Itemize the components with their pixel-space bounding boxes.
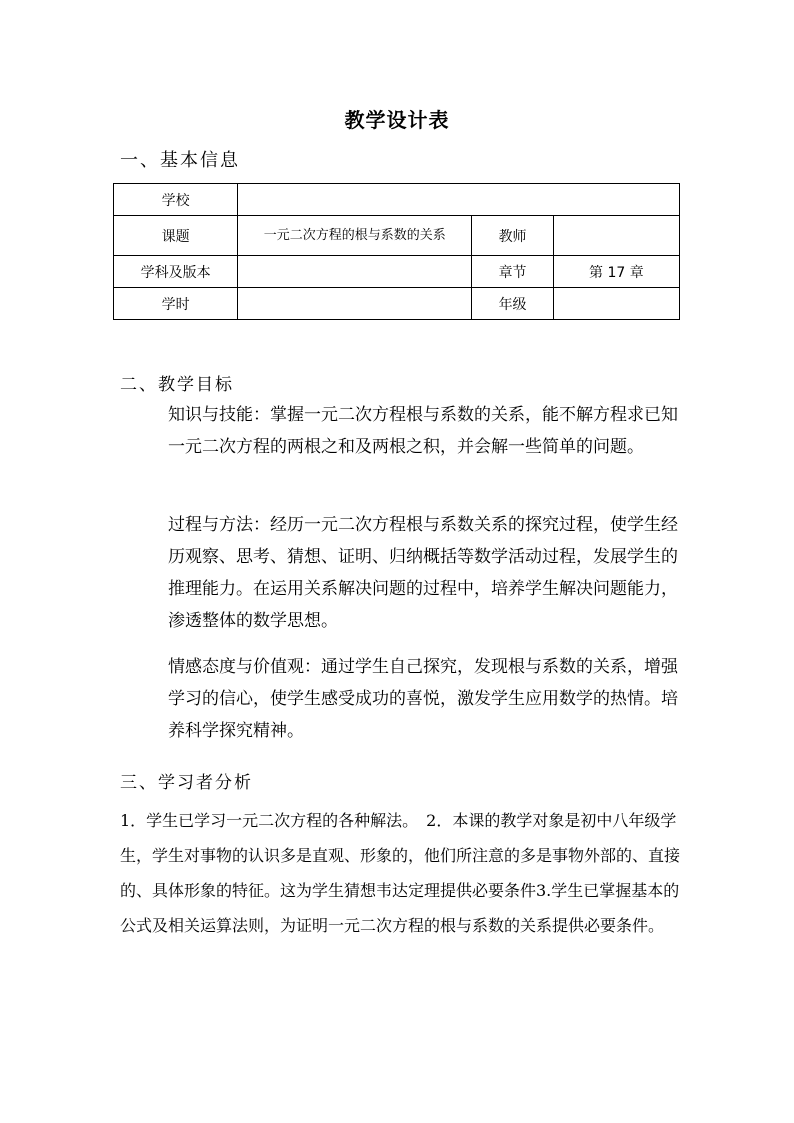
basic-info-table — [113, 183, 680, 320]
table-row — [114, 216, 680, 256]
chapter-label: 章节 — [472, 256, 553, 288]
chapter-value: 第 17 章 — [553, 256, 679, 288]
hours-label: 学时 — [114, 288, 238, 320]
grade-value — [553, 288, 679, 320]
subject-label: 学科及版本 — [114, 256, 238, 288]
objective-process-paragraph: 过程与方法：经历一元二次方程根与系数关系的探究过程，使学生经历观察、思考、猜想、证明、归纳概括等数学活动过程，发展学生的推理能力。在运用关系解决问题的过程中，培养学生解决问题能力，渗透整体的数学思想。 — [168, 515, 678, 631]
teacher-label: 教师 — [472, 216, 553, 256]
school-label: 学校 — [114, 184, 238, 216]
document-title: 教学设计表 — [344, 108, 450, 132]
school-value — [238, 184, 680, 216]
table-row — [114, 288, 680, 320]
topic-value: 一元二次方程的根与系数的关系 — [238, 216, 472, 256]
section-heading-objectives: 二、教学目标 — [120, 375, 234, 395]
hours-value — [238, 288, 472, 320]
learner-analysis-paragraph: 1．学生已学习一元二次方程的各种解法。 2．本课的教学对象是初中八年级学生，学生对事物的认识多是直观、形象的，他们所注意的多是事物外部的、直接的、具体形象的特征。这为学生猜想韦达定理提供必要条件3.学生已掌握基本的公式及相关运算法则，为证明一元二次方程的根与系数的关系提供必要条件。 — [120, 811, 681, 935]
table-row — [114, 184, 680, 216]
section-heading-basic-info: 一、基本信息 — [120, 150, 240, 171]
topic-label: 课题 — [114, 216, 238, 256]
objective-knowledge-paragraph: 知识与技能：掌握一元二次方程根与系数的关系，能不解方程求已知一元二次方程的两根之和及两根之积，并会解一些简单的问题。 — [168, 405, 678, 457]
grade-label: 年级 — [472, 288, 553, 320]
subject-value — [238, 256, 472, 288]
teacher-value — [553, 216, 679, 256]
table-row — [114, 256, 680, 288]
objective-emotion-paragraph: 情感态度与价值观：通过学生自己探究，发现根与系数的关系，增强学习的信心，使学生感受成功的喜悦，激发学生应用数学的热情。培养科学探究精神。 — [168, 657, 678, 741]
section-heading-learner-analysis: 三、学习者分析 — [120, 773, 253, 793]
